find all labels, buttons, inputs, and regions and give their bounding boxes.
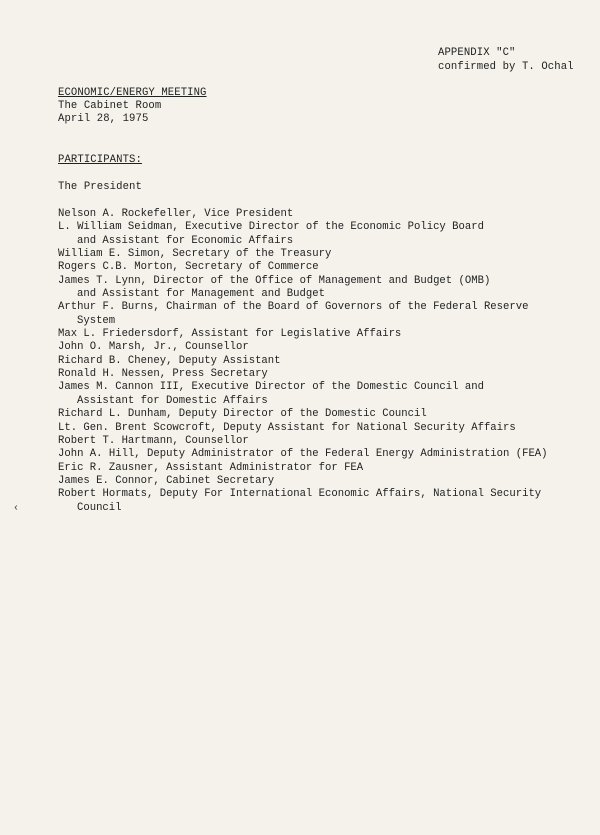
participant-line-continued: Assistant for Domestic Affairs — [77, 394, 268, 407]
participant-line: Richard B. Cheney, Deputy Assistant — [58, 354, 281, 367]
meeting-date: April 28, 1975 — [58, 113, 149, 125]
participant-line: John O. Marsh, Jr., Counsellor — [58, 341, 249, 354]
participant-line: James T. Lynn, Director of the Office of Management and Budget (OMB) — [58, 274, 491, 287]
participant-line: Eric R. Zausner, Assistant Administrator for FEA — [58, 461, 364, 474]
margin-mark: ‹ — [13, 503, 20, 514]
participant-line-continued: Council — [77, 501, 122, 514]
participant-line: Ronald H. Nessen, Press Secretary — [58, 368, 268, 381]
appendix-label: APPENDIX "C" — [438, 47, 516, 59]
participant-line: Lt. Gen. Brent Scowcroft, Deputy Assistant for National Security Affairs — [58, 421, 516, 434]
participant-line: L. William Seidman, Executive Director of the Economic Policy Board — [58, 221, 484, 234]
meeting-room: The Cabinet Room — [58, 100, 162, 112]
participant-line: Nelson A. Rockefeller, Vice President — [58, 208, 294, 220]
participant-list — [58, 208, 548, 515]
meeting-title: ECONOMIC/ENERGY MEETING — [58, 87, 207, 99]
participant-line: William E. Simon, Secretary of the Treasury — [58, 248, 332, 261]
participant-line: Robert T. Hartmann, Counsellor — [58, 434, 249, 447]
participant-line-continued: and Assistant for Management and Budget — [77, 288, 325, 301]
participant-line: James M. Cannon III, Executive Director of the Domestic Council and — [58, 381, 484, 394]
participant-line: Rogers C.B. Morton, Secretary of Commerce — [58, 261, 319, 274]
confirmed-by-note: confirmed by T. Ochal — [438, 61, 574, 73]
participant-line-continued: System — [77, 314, 116, 327]
participant-line-continued: and Assistant for Economic Affairs — [77, 234, 294, 247]
participant-line: Arthur F. Burns, Chairman of the Board of Governors of the Federal Reserve — [58, 301, 529, 314]
participant-line: James E. Connor, Cabinet Secretary — [58, 474, 275, 487]
participants-heading: PARTICIPANTS: — [58, 154, 142, 166]
participant-president: The President — [58, 181, 142, 193]
participant-line: Richard L. Dunham, Deputy Director of the Domestic Council — [58, 408, 427, 421]
participant-line: John A. Hill, Deputy Administrator of the Federal Energy Administration (FEA) — [58, 448, 548, 461]
participant-line: Max L. Friedersdorf, Assistant for Legislative Affairs — [58, 328, 402, 341]
participant-line: Robert Hormats, Deputy For International Economic Affairs, National Security — [58, 488, 542, 501]
